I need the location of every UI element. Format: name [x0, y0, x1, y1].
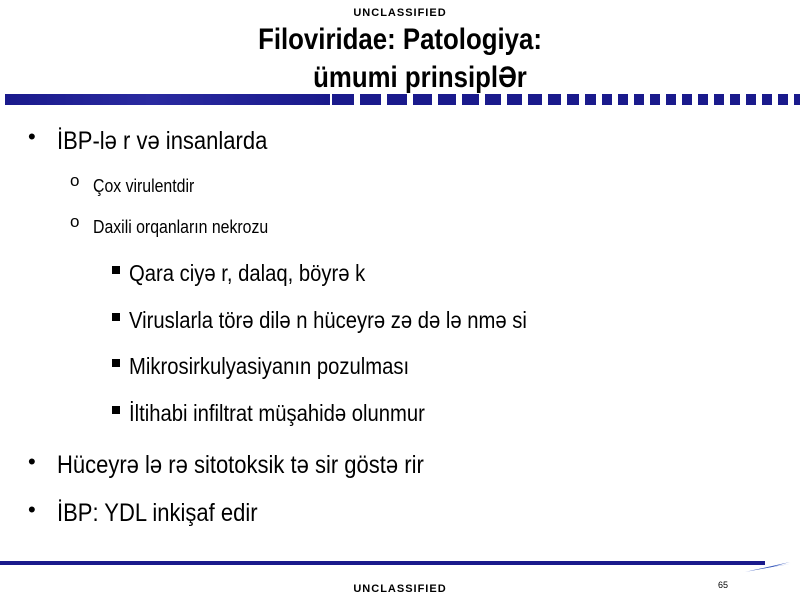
title-bar-block	[507, 94, 522, 105]
footer-line-arrow	[0, 560, 800, 580]
title-bar-block	[698, 94, 708, 105]
title-bar-block	[602, 94, 612, 105]
slide-title-line2: ümumi prinsiplƏr	[313, 61, 527, 94]
title-bar-block	[548, 94, 561, 105]
sub-bullet-marker: o	[70, 212, 80, 231]
square-bullet-marker	[112, 406, 120, 414]
title-bar-block	[682, 94, 692, 105]
title-bar-block	[332, 94, 354, 105]
title-bar-block	[462, 94, 479, 105]
bullet-text: İBP-lə r və insanlarda	[57, 127, 268, 155]
page-number: 65	[718, 580, 729, 590]
square-bullet-marker	[112, 266, 120, 274]
slide-title-line1: Filoviridae: Patologiya:	[258, 23, 542, 56]
classification-bottom: UNCLASSIFIED	[353, 583, 447, 595]
title-bar-block	[778, 94, 788, 105]
bullet-marker: •	[28, 124, 36, 149]
sub-bullet-text: Daxili orqanların nekrozu	[93, 217, 269, 237]
title-bar-block	[413, 94, 432, 105]
bullet-text: İBP: YDL inkişaf edir	[57, 499, 258, 527]
sub-sub-bullet-text: Mikrosirkulyasiyanın pozulması	[129, 353, 410, 379]
title-bar-block	[387, 94, 407, 105]
title-decoration-bar	[0, 93, 800, 106]
title-bar-block	[714, 94, 724, 105]
sub-sub-bullet-text: Viruslarla törə dilə n hüceyrə zə də lə nmə si	[129, 307, 527, 333]
title-bar-block	[485, 94, 501, 105]
title-bar-block	[585, 94, 596, 105]
title-bar-block	[360, 94, 381, 105]
bullet-marker: •	[28, 497, 36, 522]
title-bar-block	[528, 94, 542, 105]
classification-top: UNCLASSIFIED	[353, 7, 447, 19]
sub-bullet-marker: o	[70, 171, 80, 190]
bullet-marker: •	[28, 449, 36, 474]
sub-sub-bullet-text: İltihabi infiltrat müşahidə olunmur	[129, 400, 425, 426]
title-bar-block	[567, 94, 579, 105]
sub-sub-bullet-text: Qara ciyə r, dalaq, böyrə k	[129, 260, 366, 286]
bullet-text: Hüceyrə lə rə sitotoksik tə sir göstə rir	[57, 451, 424, 479]
square-bullet-marker	[112, 359, 120, 367]
title-bar-block	[746, 94, 756, 105]
title-bar-block	[650, 94, 660, 105]
square-bullet-marker	[112, 313, 120, 321]
title-bar-block	[762, 94, 772, 105]
title-bar-block	[666, 94, 676, 105]
title-bar-block	[794, 94, 800, 105]
title-bar-block	[634, 94, 644, 105]
title-bar-block	[618, 94, 628, 105]
title-bar-block	[438, 94, 456, 105]
title-bar-block	[730, 94, 740, 105]
sub-bullet-text: Çox virulentdir	[93, 176, 195, 196]
